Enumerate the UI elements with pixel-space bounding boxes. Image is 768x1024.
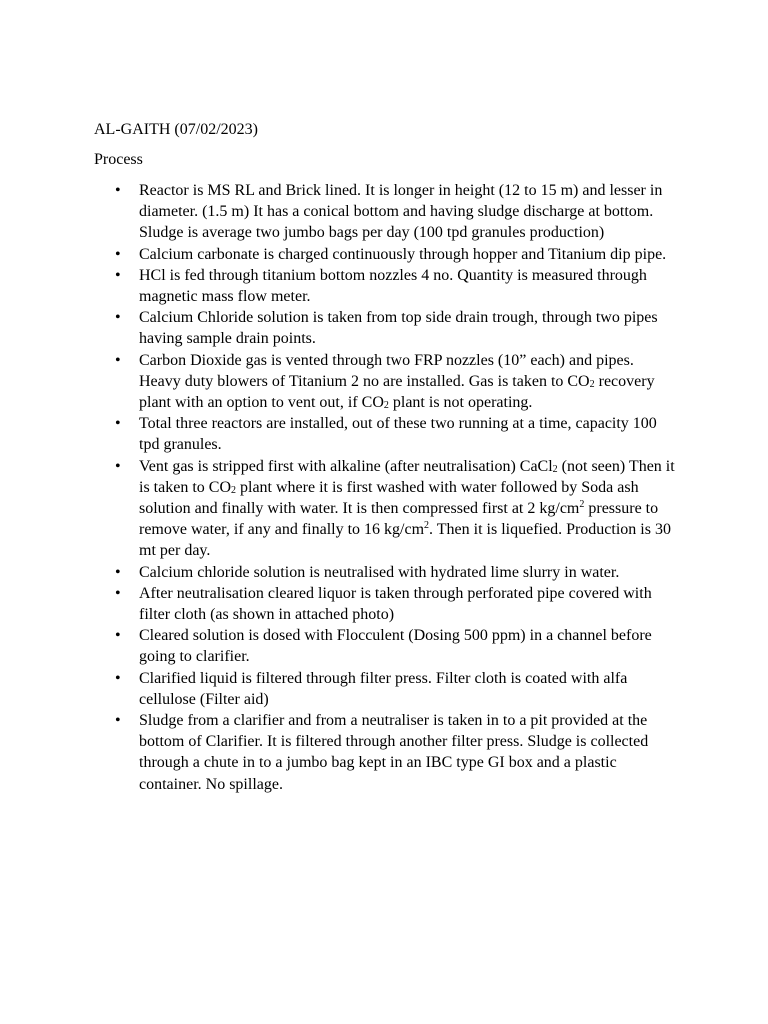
list-item-text: HCl is fed through titanium bottom nozzles 4 no. Quantity is measured through magnetic mass flow meter.	[139, 266, 647, 306]
list-item-neutralisation	[0, 562, 679, 583]
document-title: AL-GAITH (07/02/2023)	[94, 121, 258, 138]
list-item-reactor	[0, 180, 679, 244]
list-item-hcl-feed	[0, 265, 679, 307]
list-item-text: Clarified liquid is filtered through filter press. Filter cloth is coated with alfa cellulose (Filter aid)	[139, 669, 628, 708]
list-item-text: Cleared solution is dosed with Flocculent (Dosing 500 ppm) in a channel before going to clarifier.	[139, 627, 652, 666]
list-item-vent-gas	[0, 456, 679, 562]
superscript: 2	[424, 520, 430, 532]
subscript: 2	[552, 463, 558, 475]
list-item-carbon-dioxide	[0, 350, 679, 414]
list-item-filter-press	[0, 668, 679, 710]
bullet-icon: •	[115, 584, 121, 602]
list-item-text-part: (not seen) Then it is taken to CO	[139, 457, 675, 496]
list-item-sludge	[0, 710, 679, 795]
list-item-reactors-installed	[0, 413, 679, 455]
list-item-text: After neutralisation cleared liquor is taken through perforated pipe covered with filter cloth (as shown in attached photo)	[139, 584, 652, 624]
list-item-text-part: pressure to remove water, if any and finally to 16 kg/cm	[139, 500, 659, 539]
list-item-text-part: . Then it is liquefied. Production is 30 mt per day.	[139, 521, 671, 560]
list-item-text-part: plant where it is first washed with water followed by Soda ash solution and finally with water. It is then compressed first at 2 kg/cm	[139, 478, 639, 518]
bullet-icon: •	[115, 309, 121, 327]
bullet-icon: •	[115, 563, 121, 581]
bullet-icon: •	[115, 627, 121, 645]
bullet-icon: •	[115, 245, 121, 263]
list-item-text: Calcium chloride solution is neutralised with hydrated lime slurry in water.	[139, 563, 620, 581]
list-item-cleared-liquor	[0, 583, 679, 625]
list-item-text-part: plant is not operating.	[388, 394, 533, 412]
list-item-text: Calcium Chloride solution is taken from top side drain trough, through two pipes having sample drain points.	[139, 309, 658, 348]
bullet-icon: •	[115, 351, 121, 369]
list-item-text: Calcium carbonate is charged continuously through hopper and Titanium dip pipe.	[139, 245, 667, 263]
list-item-text: Sludge from a clarifier and from a neutraliser is taken in to a pit provided at the bottom of Clarifier. It is filtered through another filter press. Sludge is collected through a chute in to a jumbo bag kept in an IBC type GI box and a plastic container. No spillage.	[139, 712, 649, 793]
list-item-calcium-carbonate	[0, 244, 679, 265]
bullet-icon: •	[115, 266, 121, 284]
bullet-icon: •	[115, 457, 121, 475]
list-item-text: Reactor is MS RL and Brick lined. It is longer in height (12 to 15 m) and lesser in diameter. (1.5 m) It has a conical bottom and having sludge discharge at bottom. Sludge is average two jumbo bags per day (100 tpd granules production)	[139, 182, 663, 242]
process-list	[0, 180, 768, 795]
section-heading: Process	[94, 151, 143, 168]
list-item-text-part: recovery plant with an option to vent out, if CO	[139, 372, 655, 412]
list-item-calcium-chloride-solution	[0, 307, 679, 349]
bullet-icon: •	[115, 415, 121, 433]
superscript: 2	[579, 499, 585, 511]
list-item-text: Total three reactors are installed, out of these two running at a time, capacity 100 tpd granules.	[139, 415, 657, 454]
list-item-text-part: Vent gas is stripped first with alkaline (after neutralisation) CaCl	[139, 457, 553, 475]
subscript: 2	[589, 378, 595, 390]
bullet-icon: •	[115, 669, 121, 687]
bullet-icon: •	[115, 182, 121, 199]
subscript: 2	[383, 400, 389, 412]
list-item-flocculent	[0, 625, 679, 667]
bullet-icon: •	[115, 712, 121, 730]
list-item-text-part: Carbon Dioxide gas is vented through two FRP nozzles (10” each) and pipes. Heavy duty blowers of Titanium 2 no are installed. Gas is taken to CO	[139, 351, 634, 390]
subscript: 2	[231, 484, 236, 496]
